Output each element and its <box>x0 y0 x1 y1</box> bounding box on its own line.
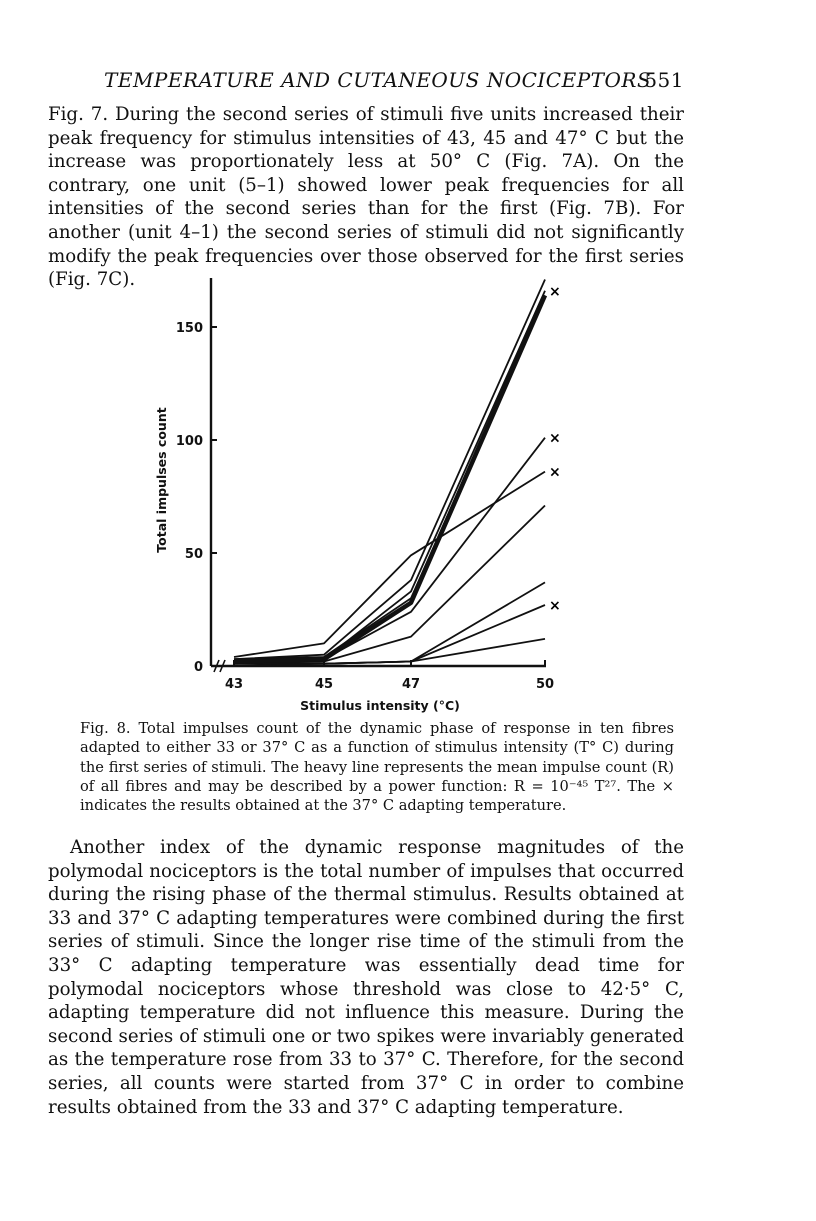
chart-labels <box>154 321 554 713</box>
series-line-2 <box>234 291 545 662</box>
chart-axes <box>211 278 546 672</box>
paragraph-impulses: Another index of the dynamic response magnitudes of the polymodal nociceptors is the total number of impulses that occurred during the rising phase of the thermal stimulus. Results obtained at 33 and 37° C adapting temperatures were combined during the first series of stimuli. Since the longer rise time of the stimuli from the 33° C adapting temperature was essentially dead time for polymodal nociceptors whose threshold was close to 42·5° C, adapting temperature did not influence this measure. During the second series of stimuli one or two spikes were invariably generated as the temperature rose from 33 to 37° C. Therefore, for the second series, all counts were started from 37° C in order to combine results obtained from the 33 and 37° C adapting temperature. <box>48 837 684 1118</box>
chart-series <box>234 280 545 667</box>
y-axis-label: Total impulses count <box>154 407 169 553</box>
series-line-4 <box>234 438 545 662</box>
running-title: TEMPERATURE AND CUTANEOUS NOCICEPTORS <box>104 68 652 92</box>
x-tick-label-43: 43 <box>224 677 244 692</box>
y-tick-label-0: 0 <box>193 660 203 675</box>
series-line-10 <box>234 295 545 661</box>
x-tick-label-50: 50 <box>535 677 555 692</box>
series-line-6 <box>234 506 545 664</box>
y-tick-label-150: 150 <box>175 321 203 336</box>
marker-37c-8: × <box>549 597 561 614</box>
figure-caption: Fig. 8. Total impulses count of the dynamic phase of response in ten fibres adapted to either 33 or 37° C as a function of stimulus intensity (T° C) during the first series of stimuli. The heavy line represents the mean impulse count (R) of all fibres and may be described by a power function: R = 10⁻⁴⁵ T²⁷. The × indicates the results obtained at the 37° C adapting temperature. <box>80 720 674 815</box>
x-tick-label-45: 45 <box>314 677 334 692</box>
x-axis-label: Stimulus intensity (°C) <box>300 698 460 713</box>
marker-37c-5: × <box>549 464 561 481</box>
series-line-3 <box>234 295 545 659</box>
x-tick-label-47: 47 <box>401 677 421 692</box>
chart-markers <box>549 284 561 614</box>
y-tick-label-100: 100 <box>175 434 203 449</box>
y-tick-label-50: 50 <box>184 547 203 562</box>
marker-37c-2: × <box>549 283 561 300</box>
marker-37c-4: × <box>549 430 561 447</box>
paragraph-fig7: Fig. 7. During the second series of stimuli five units increased their peak frequency for stimulus intensities of 43, 45 and 47° C but the increase was proportionately less at 50° C (Fig. 7A). On the contrary, one unit (5–1) showed lower peak frequencies for all intensities of the second series than for the first (Fig. 7B). For another (unit 4–1) the second series of stimuli did not significantly modify the peak frequencies over those observed for the first series (Fig. 7C). <box>48 104 684 291</box>
page-number: 551 <box>644 68 684 92</box>
series-line-1 <box>234 280 545 660</box>
